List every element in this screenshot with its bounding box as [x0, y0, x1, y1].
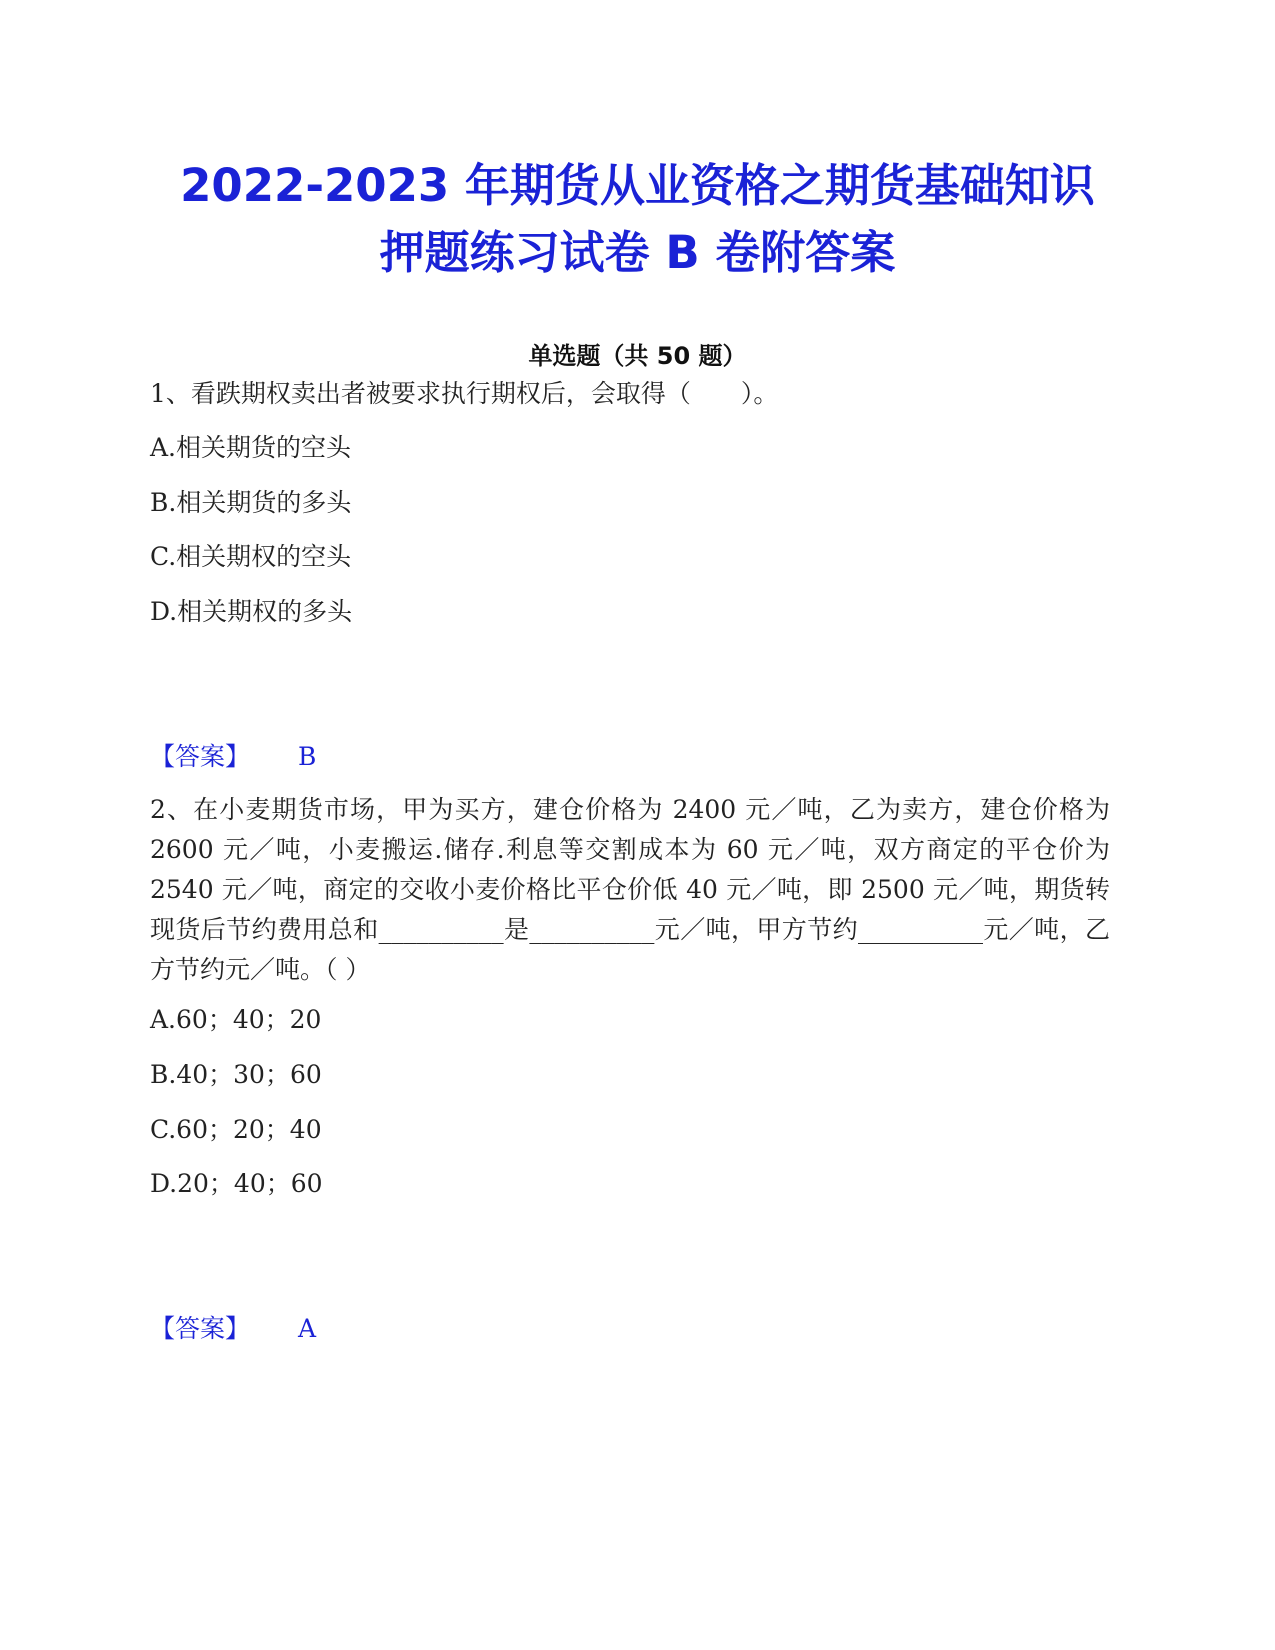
question-2-answer: [150, 1309, 316, 1349]
document-title-line-1: 2022-2023 年期货从业资格之期货基础知识: [180, 159, 1095, 212]
question-2-option-a: A.60；40；20: [150, 1005, 322, 1034]
question-1-answer: [150, 737, 316, 777]
answer-value: A: [298, 1314, 317, 1343]
question-1-option-d: D.相关期权的多头: [150, 597, 353, 626]
question-1-option-c: C.相关期权的空头: [150, 542, 352, 571]
question-2-option-c: C.60；20；40: [150, 1115, 322, 1144]
question-2-option-b: B.40；30；60: [150, 1060, 322, 1089]
question-1-option-a: A.相关期货的空头: [150, 433, 352, 462]
answer-value: B: [298, 742, 317, 771]
answer-label: 【答案】: [150, 742, 251, 771]
section-heading: 单选题（共 50 题）: [528, 342, 747, 370]
document-title-line-2: 押题练习试卷 B 卷附答案: [379, 226, 896, 279]
question-1-stem: 1、看跌期权卖出者被要求执行期权后，会取得（ ）。: [150, 379, 779, 408]
question-2-stem: 2、在小麦期货市场，甲为买方，建仓价格为 2400 元／吨，乙为卖方，建仓价格为 2600 元／吨，小麦搬运.储存.利息等交割成本为 60 元／吨，双方商定的平仓价为 2540 元／吨，商定的交收小麦价格比平仓价低 40 元／吨，即 2500 元／吨，期货转现货后节约费用总和__________是__________元／吨，甲方节约__________元／吨，乙方节约元／吨。（ ）: [150, 795, 1110, 984]
question-2-option-d: D.20；40；60: [150, 1169, 323, 1198]
answer-label: 【答案】: [150, 1314, 251, 1343]
question-1-option-b: B.相关期货的多头: [150, 488, 352, 517]
